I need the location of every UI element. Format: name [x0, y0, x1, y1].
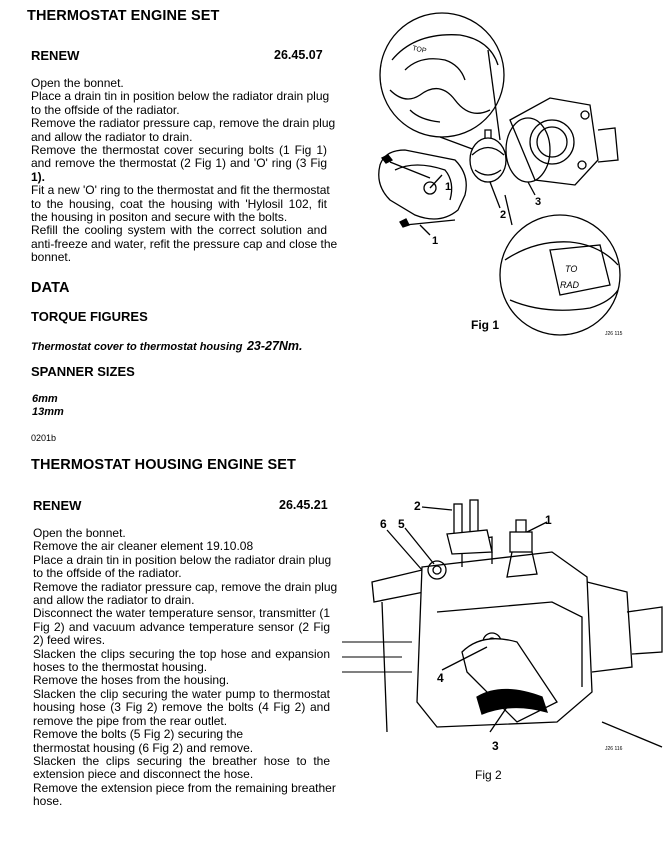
fig2-callout-5: 5: [398, 517, 405, 531]
spanner-size: 6mm: [32, 393, 58, 405]
step-line: to the offside of the radiator.: [33, 566, 182, 581]
fig1-bottom-magnifier: [500, 215, 623, 337]
fig1-drawing: [360, 10, 660, 340]
spanner-heading: [31, 364, 135, 379]
section1-reference: 26.45.07: [274, 48, 323, 62]
page-code: 0201b: [31, 433, 57, 443]
step-line: housing hose (3 Fig 2) remove the bolts (4 Fig 2) and: [33, 700, 330, 715]
step-line: and allow the radiator to drain.: [33, 593, 195, 608]
spanner-heading-a: SPANNER: [31, 364, 94, 379]
data-heading: DATA: [31, 280, 70, 296]
fig2-callout-2: 2: [414, 499, 421, 513]
step-line: hose.: [33, 794, 63, 809]
fig2-sensor-2: [454, 504, 462, 534]
step-line: the housing in positon and secure with the bolts.: [31, 210, 288, 225]
step-line: Remove the hoses from the housing.: [33, 673, 230, 688]
step-line: Refill the cooling system with the correct solution and: [31, 223, 327, 238]
fig2-callout-1: 1: [545, 513, 552, 527]
step-line: Remove the air cleaner element 19.10.08: [33, 539, 254, 554]
step-line: Place a drain tin in position below the radiator drain plug: [33, 552, 332, 567]
fig1-top-text: TOP: [411, 45, 427, 55]
step-line: Slacken the clip securing the water pump to thermostat: [33, 686, 330, 701]
step-line: thermostat housing (6 Fig 2) and remove.: [33, 740, 254, 755]
fig2-sensor-1: [510, 532, 532, 552]
section2-title: THERMOSTAT HOUSING ENGINE SET: [31, 457, 296, 473]
step-line: Disconnect the water temperature sensor, transmitter (1: [33, 606, 330, 621]
torque-heading: TORQUE FIGURES: [31, 309, 148, 324]
step-line: remove the pipe from the rear outlet.: [33, 713, 228, 728]
step-line: hoses to the thermostat housing.: [33, 660, 208, 675]
step-line: Remove the bolts (5 Fig 2) securing the: [33, 727, 244, 742]
step-line: bonnet.: [31, 250, 72, 265]
torque-label: Thermostat cover to thermostat housing: [31, 341, 243, 353]
section1-title: THERMOSTAT ENGINE SET: [27, 8, 220, 24]
step-line: Remove the thermostat cover securing bolts (1 Fig 1): [31, 143, 327, 158]
step-line: to the housing, coat the housing with 'Hylosil 102, fit: [31, 196, 327, 211]
step-line: Remove the extension piece from the remaining breather: [33, 780, 336, 795]
fig1-to-rad-b: RAD: [560, 280, 580, 290]
fig1-top-magnifier: [380, 13, 504, 137]
step-line: Remove the radiator pressure cap, remove the drain plug: [31, 116, 336, 131]
step-line: Slacken the clips securing the breather hose to the: [33, 753, 330, 768]
step-line: to the offside of the radiator.: [31, 102, 180, 117]
step-line: and allow the radiator to drain.: [31, 129, 193, 144]
step-line: extension piece and disconnect the hose.: [33, 767, 254, 782]
fig1-to-rad-a: TO: [565, 264, 578, 274]
step-line: 1).: [31, 169, 46, 184]
fig1-callout-1a: 1: [445, 181, 452, 193]
step-line: Remove the radiator pressure cap, remove the drain plug: [33, 579, 338, 594]
fig2-drawing: [342, 492, 662, 752]
step-line: Slacken the clips securing the top hose and expansion: [33, 646, 330, 661]
step-line: 2) feed wires.: [33, 633, 106, 648]
fig1-callout-1b: 1: [432, 235, 439, 247]
fig2-callout-3: 3: [492, 739, 499, 753]
section1-renew-label: RENEW: [31, 48, 80, 63]
fig2-caption: Fig 2: [475, 768, 502, 782]
fig2-callout-4: 4: [437, 671, 444, 685]
step-line: Open the bonnet.: [31, 76, 124, 90]
fig1-callout-3: 3: [535, 196, 542, 208]
torque-row: [31, 337, 303, 355]
section1-steps: [31, 76, 338, 265]
step-line: Place a drain tin in position below the radiator drain plug: [31, 89, 330, 104]
step-line: Fig 2) and vacuum advance temperature sensor (2 Fig: [33, 619, 330, 634]
spanner-size: 13mm: [32, 406, 64, 418]
fig1-code: J26 115: [605, 331, 623, 337]
section2-renew-label: RENEW: [33, 498, 82, 513]
fig2-callout-6: 6: [380, 517, 387, 531]
step-line: anti-freeze and water, refit the pressure cap and close the: [31, 236, 338, 251]
section2-steps: [33, 526, 338, 809]
step-line: Fit a new 'O' ring to the thermostat and fit the thermostat: [31, 183, 330, 198]
fig1-caption: Fig 1: [471, 318, 500, 332]
step-line: and remove the thermostat (2 Fig 1) and 'O' ring (3 Fig: [31, 156, 327, 171]
fig2-code: J26 116: [605, 746, 623, 752]
fig1-callout-2: 2: [500, 209, 507, 221]
section2-reference: 26.45.21: [279, 498, 328, 512]
step-line: Open the bonnet.: [33, 526, 126, 540]
torque-value: 23-27Nm.: [246, 339, 303, 353]
spanner-heading-b: SIZES: [97, 364, 135, 379]
